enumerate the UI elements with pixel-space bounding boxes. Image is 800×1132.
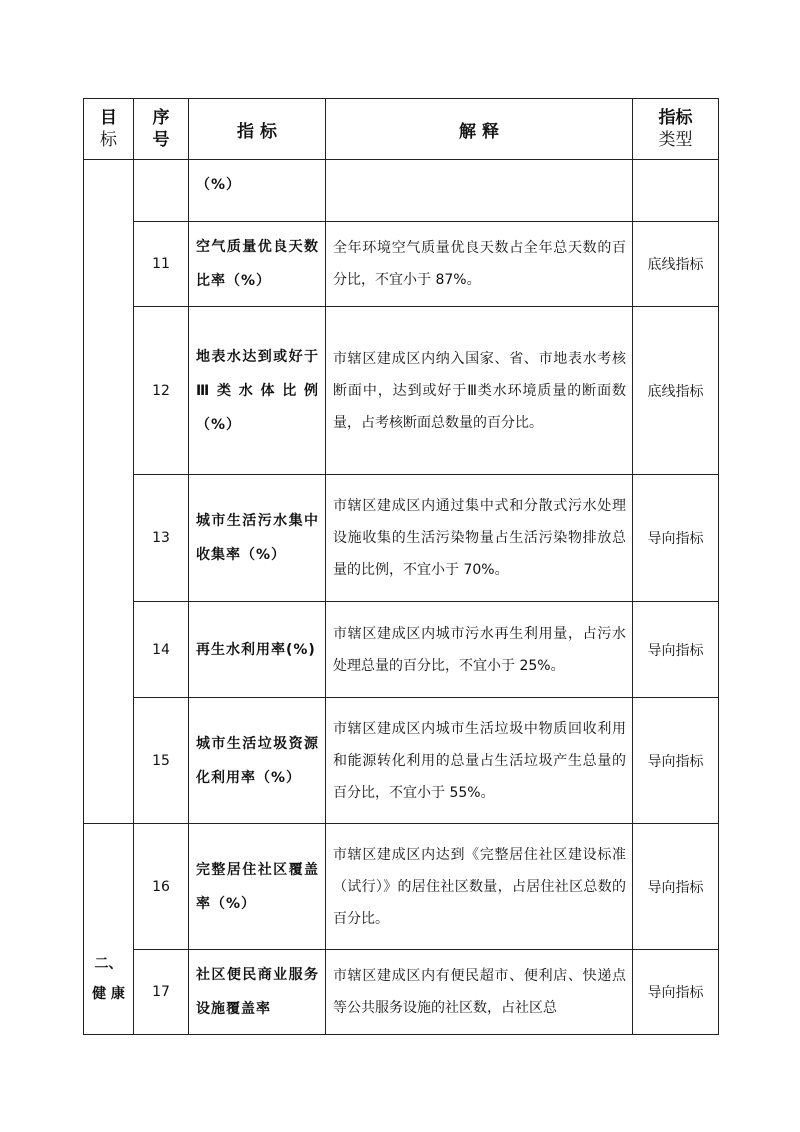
row-number: 14: [134, 602, 189, 698]
indicator-type: 导向指标: [633, 950, 719, 1035]
indicator-name: （%）: [189, 160, 326, 222]
indicator-type: 底线指标: [633, 307, 719, 475]
indicator-name: 完整居住社区覆盖率（%）: [189, 824, 326, 950]
table-row: [84, 307, 719, 475]
row-number: 16: [134, 824, 189, 950]
indicator-name: 社区便民商业服务设施覆盖率: [189, 950, 326, 1035]
table-row: [84, 950, 719, 1035]
indicator-name: 城市生活污水集中收集率（%）: [189, 475, 326, 602]
goal-health-number: 二、: [94, 956, 123, 972]
header-seq: [134, 99, 189, 160]
indicator-table: [83, 98, 719, 1035]
indicator-type: 底线指标: [633, 222, 719, 307]
header-type-top: 指标: [658, 108, 693, 128]
indicator-explanation: 市辖区建成区内有便民超市、便利店、快递点等公共服务设施的社区数，占社区总: [326, 950, 633, 1035]
row-number: [134, 160, 189, 222]
table-row: [84, 160, 719, 222]
header-type-bottom: 类型: [658, 130, 693, 150]
header-type: [633, 99, 719, 160]
row-number: 11: [134, 222, 189, 307]
table-row: [84, 475, 719, 602]
header-explanation: 解 释: [326, 99, 633, 160]
goal-health-label: 健 康: [92, 986, 125, 1002]
indicator-name: 空气质量优良天数比率（%）: [189, 222, 326, 307]
header-seq-top: 序: [152, 108, 170, 128]
row-number: 13: [134, 475, 189, 602]
row-number: 15: [134, 698, 189, 824]
indicator-name: 地表水达到或好于Ⅲ类水体比例（%）: [189, 307, 326, 475]
row-number: 17: [134, 950, 189, 1035]
header-indicator: 指 标: [189, 99, 326, 160]
header-goal-bottom: 标: [100, 130, 117, 150]
indicator-type: [633, 160, 719, 222]
indicator-type: 导向指标: [633, 475, 719, 602]
goal-cell-continued: [84, 160, 134, 824]
indicator-explanation: 全年环境空气质量优良天数占全年总天数的百分比，不宜小于 87%。: [326, 222, 633, 307]
indicator-name: 城市生活垃圾资源化利用率（%）: [189, 698, 326, 824]
table-row: [84, 602, 719, 698]
header-goal: [84, 99, 134, 160]
table-header-row: [84, 99, 719, 160]
indicator-explanation: [326, 160, 633, 222]
indicator-type: 导向指标: [633, 824, 719, 950]
indicator-explanation: 市辖区建成区内通过集中式和分散式污水处理设施收集的生活污染物量占生活污染物排放总量的比例，不宜小于 70%。: [326, 475, 633, 602]
goal-health-cell: [84, 824, 134, 1035]
table-row: [84, 824, 719, 950]
header-goal-top: 目: [100, 108, 117, 128]
indicator-explanation: 市辖区建成区内城市生活垃圾中物质回收利用和能源转化利用的总量占生活垃圾产生总量的百分比，不宜小于 55%。: [326, 698, 633, 824]
header-seq-bottom: 号: [152, 130, 170, 150]
indicator-explanation: 市辖区建成区内城市污水再生利用量，占污水处理总量的百分比，不宜小于 25%。: [326, 602, 633, 698]
table-row: [84, 698, 719, 824]
table-row: [84, 222, 719, 307]
indicator-type: 导向指标: [633, 602, 719, 698]
indicator-explanation: 市辖区建成区内纳入国家、省、市地表水考核断面中，达到或好于Ⅲ类水环境质量的断面数量，占考核断面总数量的百分比。: [326, 307, 633, 475]
row-number: 12: [134, 307, 189, 475]
indicator-type: 导向指标: [633, 698, 719, 824]
indicator-name: 再生水利用率(%): [189, 602, 326, 698]
indicator-explanation: 市辖区建成区内达到《完整居住社区建设标准（试行）》的居住社区数量，占居住社区总数的百分比。: [326, 824, 633, 950]
